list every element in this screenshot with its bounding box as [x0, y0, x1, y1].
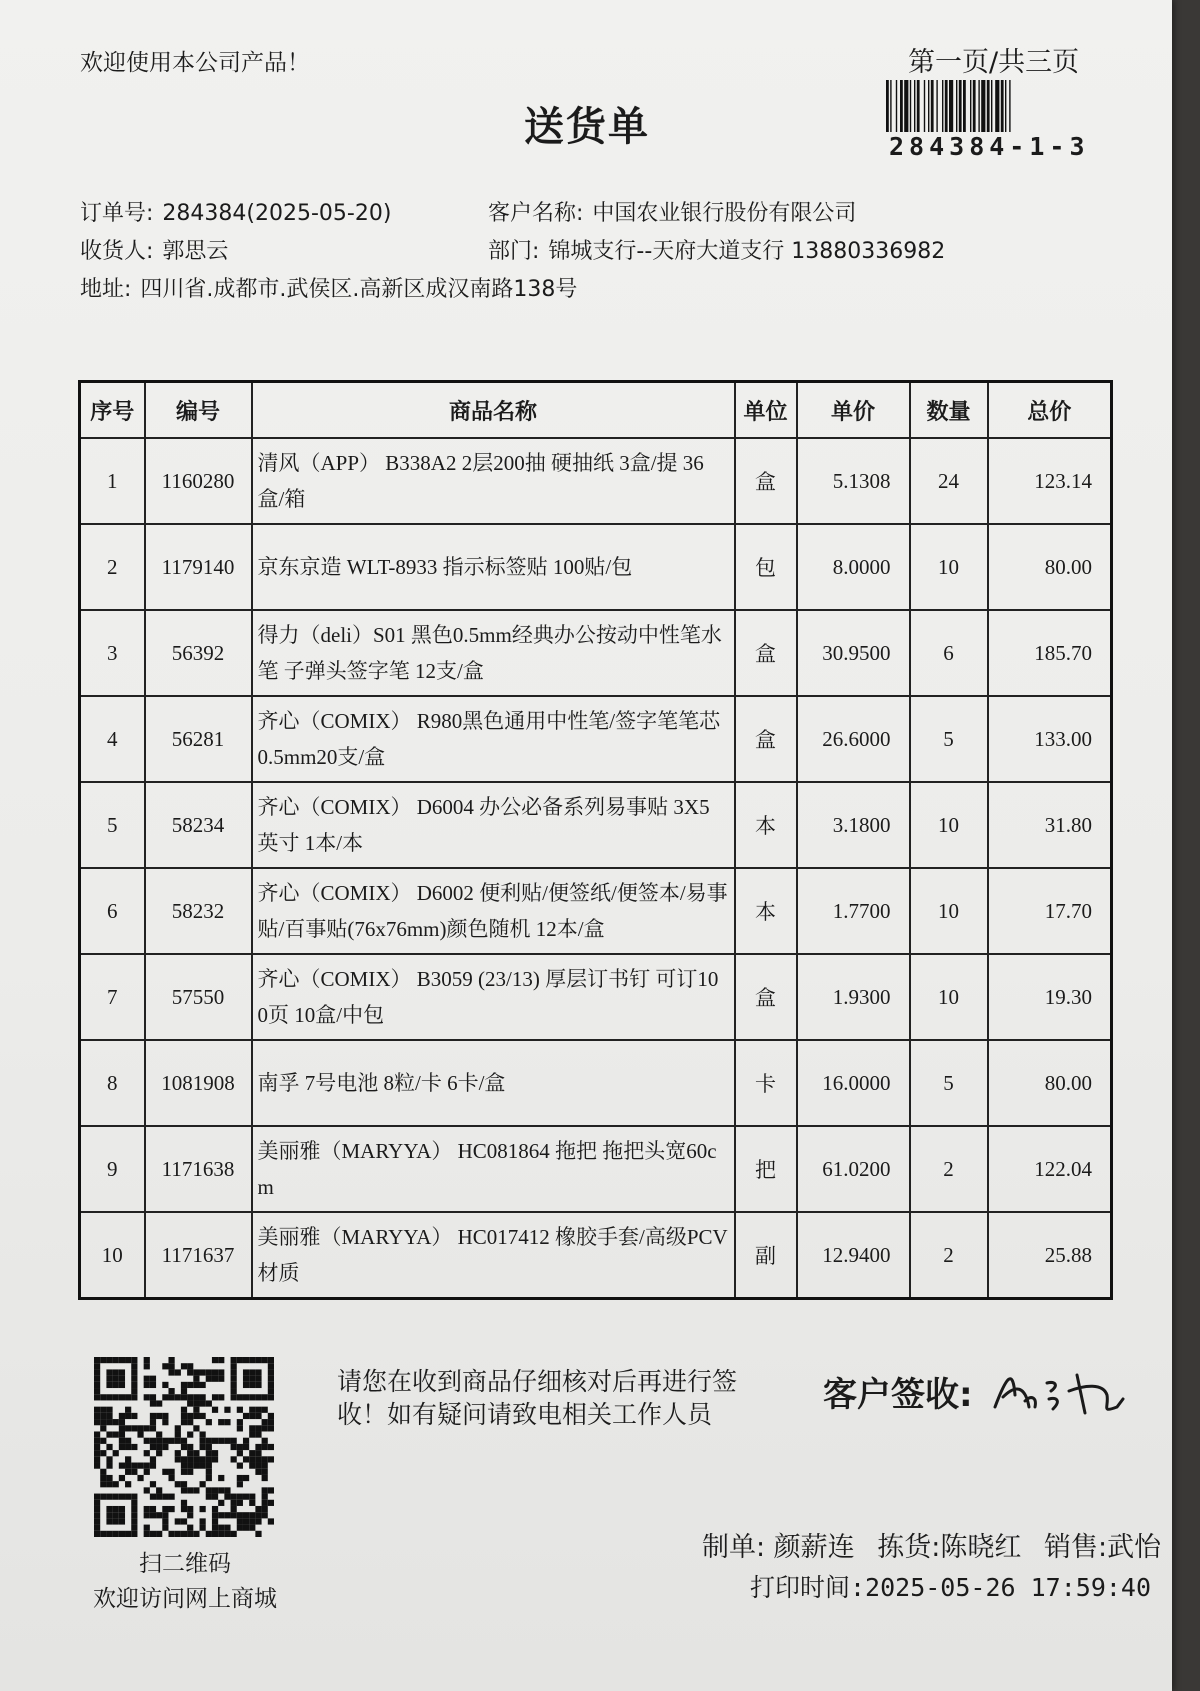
cell-product-name: 美丽雅（MARYYA） HC081864 拖把 拖把头宽60cm [252, 1126, 735, 1212]
customer-sign-label: 客户签收: [823, 1375, 973, 1415]
cell-unit: 副 [735, 1212, 797, 1299]
cell-quantity: 6 [910, 610, 988, 696]
cell-product-name: 齐心（COMIX） R980黑色通用中性笔/签字笔笔芯 0.5mm20支/盒 [252, 696, 735, 782]
header-total: 总价 [988, 382, 1112, 439]
cell-product-name: 美丽雅（MARYYA） HC017412 橡胶手套/高级PCV材质 [252, 1212, 735, 1299]
cell-product-name: 齐心（COMIX） D6004 办公必备系列易事贴 3X5英寸 1本/本 [252, 782, 735, 868]
cell-quantity: 5 [910, 1040, 988, 1126]
cell-seq: 1 [80, 438, 145, 524]
staff-line [702, 1525, 1175, 1564]
table-row [80, 610, 1112, 696]
cell-quantity: 10 [910, 954, 988, 1040]
cell-total: 133.00 [988, 696, 1112, 782]
cell-code: 1179140 [145, 524, 252, 610]
cell-quantity: 5 [910, 696, 988, 782]
table-row [80, 524, 1112, 610]
cell-product-name: 清风（APP） B338A2 2层200抽 硬抽纸 3盒/提 36盒/箱 [252, 438, 735, 524]
cell-total: 25.88 [988, 1212, 1112, 1299]
table-row [80, 1212, 1112, 1299]
cell-seq: 4 [80, 696, 145, 782]
cell-product-name: 齐心（COMIX） B3059 (23/13) 厚层订书钉 可订100页 10盒/中包 [252, 954, 735, 1040]
cell-unit-price: 12.9400 [797, 1212, 910, 1299]
receipt-notice: 请您在收到商品仔细核对后再进行签收！如有疑问请致电相关工作人员 [337, 1367, 738, 1429]
cell-seq: 7 [80, 954, 145, 1040]
table-row [80, 782, 1112, 868]
cell-seq: 10 [80, 1212, 145, 1299]
cell-unit: 本 [735, 868, 797, 954]
welcome-text: 欢迎使用本公司产品！ [80, 50, 310, 76]
header-quantity: 数量 [910, 382, 988, 439]
seller: 销售:武怡 [1043, 1532, 1162, 1563]
barcode-icon [884, 80, 1094, 132]
cell-code: 1171638 [145, 1126, 252, 1212]
cell-code: 57550 [145, 954, 252, 1040]
cell-unit-price: 1.7700 [797, 868, 910, 954]
cell-unit-price: 16.0000 [797, 1040, 910, 1126]
table-row [80, 1040, 1112, 1126]
cell-unit-price: 8.0000 [797, 524, 910, 610]
header-code: 编号 [145, 382, 252, 439]
receiver: 收货人: 郭思云 [80, 239, 229, 264]
page-indicator: 第一页/共三页 [908, 47, 1080, 78]
maker: 制单: 颜薪连 [702, 1532, 855, 1563]
qr-caption-line1: 扫二维码 [139, 1551, 231, 1577]
cell-product-name: 齐心（COMIX） D6002 便利贴/便签纸/便签本/易事贴/百事贴(76x76mm)颜色随机 12本/盒 [252, 868, 735, 954]
cell-unit: 盒 [735, 696, 797, 782]
cell-total: 123.14 [988, 438, 1112, 524]
table-row [80, 954, 1112, 1040]
cell-total: 80.00 [988, 524, 1112, 610]
cell-unit: 盒 [735, 954, 797, 1040]
cell-product-name: 南孚 7号电池 8粒/卡 6卡/盒 [252, 1040, 735, 1126]
cell-unit-price: 26.6000 [797, 696, 910, 782]
cell-quantity: 2 [910, 1126, 988, 1212]
header-unit: 单位 [735, 382, 797, 439]
cell-unit-price: 61.0200 [797, 1126, 910, 1212]
cell-unit-price: 3.1800 [797, 782, 910, 868]
header-seq: 序号 [80, 382, 145, 439]
cell-unit: 包 [735, 524, 797, 610]
cell-code: 58232 [145, 868, 252, 954]
cell-unit: 本 [735, 782, 797, 868]
cell-code: 56392 [145, 610, 252, 696]
cell-quantity: 24 [910, 438, 988, 524]
cell-total: 31.80 [988, 782, 1112, 868]
cell-total: 80.00 [988, 1040, 1112, 1126]
cell-total: 19.30 [988, 954, 1112, 1040]
table-row [80, 868, 1112, 954]
cell-unit-price: 5.1308 [797, 438, 910, 524]
cell-product-name: 京东京造 WLT-8933 指示标签贴 100贴/包 [252, 524, 735, 610]
cell-unit: 盒 [735, 610, 797, 696]
table-row [80, 1126, 1112, 1212]
cell-unit-price: 1.9300 [797, 954, 910, 1040]
department: 部门: 锦城支行--天府大道支行 13880336982 [488, 239, 946, 264]
header-unit-price: 单价 [797, 382, 910, 439]
cell-total: 17.70 [988, 868, 1112, 954]
cell-unit: 把 [735, 1126, 797, 1212]
cell-quantity: 10 [910, 782, 988, 868]
cell-unit: 卡 [735, 1040, 797, 1126]
print-time: 打印时间:2025-05-26 17:59:40 [750, 1573, 1152, 1602]
items-table [78, 380, 1113, 1300]
document-title: 送货单 [524, 104, 650, 150]
cell-unit: 盒 [735, 438, 797, 524]
cell-seq: 8 [80, 1040, 145, 1126]
address: 地址: 四川省.成都市.武侯区.高新区成汉南路138号 [80, 277, 578, 302]
header-product-name: 商品名称 [252, 382, 735, 439]
cell-seq: 5 [80, 782, 145, 868]
table-row [80, 696, 1112, 782]
cell-seq: 9 [80, 1126, 145, 1212]
cell-quantity: 10 [910, 868, 988, 954]
cell-seq: 6 [80, 868, 145, 954]
cell-code: 1171637 [145, 1212, 252, 1299]
cell-total: 185.70 [988, 610, 1112, 696]
qr-caption-line2: 欢迎访问网上商城 [93, 1586, 277, 1612]
cell-code: 1160280 [145, 438, 252, 524]
table-row [80, 438, 1112, 524]
handwritten-signature [985, 1355, 1135, 1425]
cell-quantity: 2 [910, 1212, 988, 1299]
table-header-row [80, 382, 1112, 439]
customer-name: 客户名称: 中国农业银行股份有限公司 [488, 201, 857, 226]
order-number: 订单号: 284384(2025-05-20) [80, 201, 392, 226]
cell-code: 58234 [145, 782, 252, 868]
cell-code: 56281 [145, 696, 252, 782]
cell-seq: 2 [80, 524, 145, 610]
barcode-number: 284384-1-3 [889, 132, 1090, 161]
picker: 拣货:陈晓红 [877, 1532, 1022, 1563]
cell-code: 1081908 [145, 1040, 252, 1126]
qr-code-icon[interactable] [94, 1357, 274, 1537]
cell-total: 122.04 [988, 1126, 1112, 1212]
cell-seq: 3 [80, 610, 145, 696]
cell-unit-price: 30.9500 [797, 610, 910, 696]
cell-quantity: 10 [910, 524, 988, 610]
cell-product-name: 得力（deli）S01 黑色0.5mm经典办公按动中性笔水笔 子弹头签字笔 12支/盒 [252, 610, 735, 696]
